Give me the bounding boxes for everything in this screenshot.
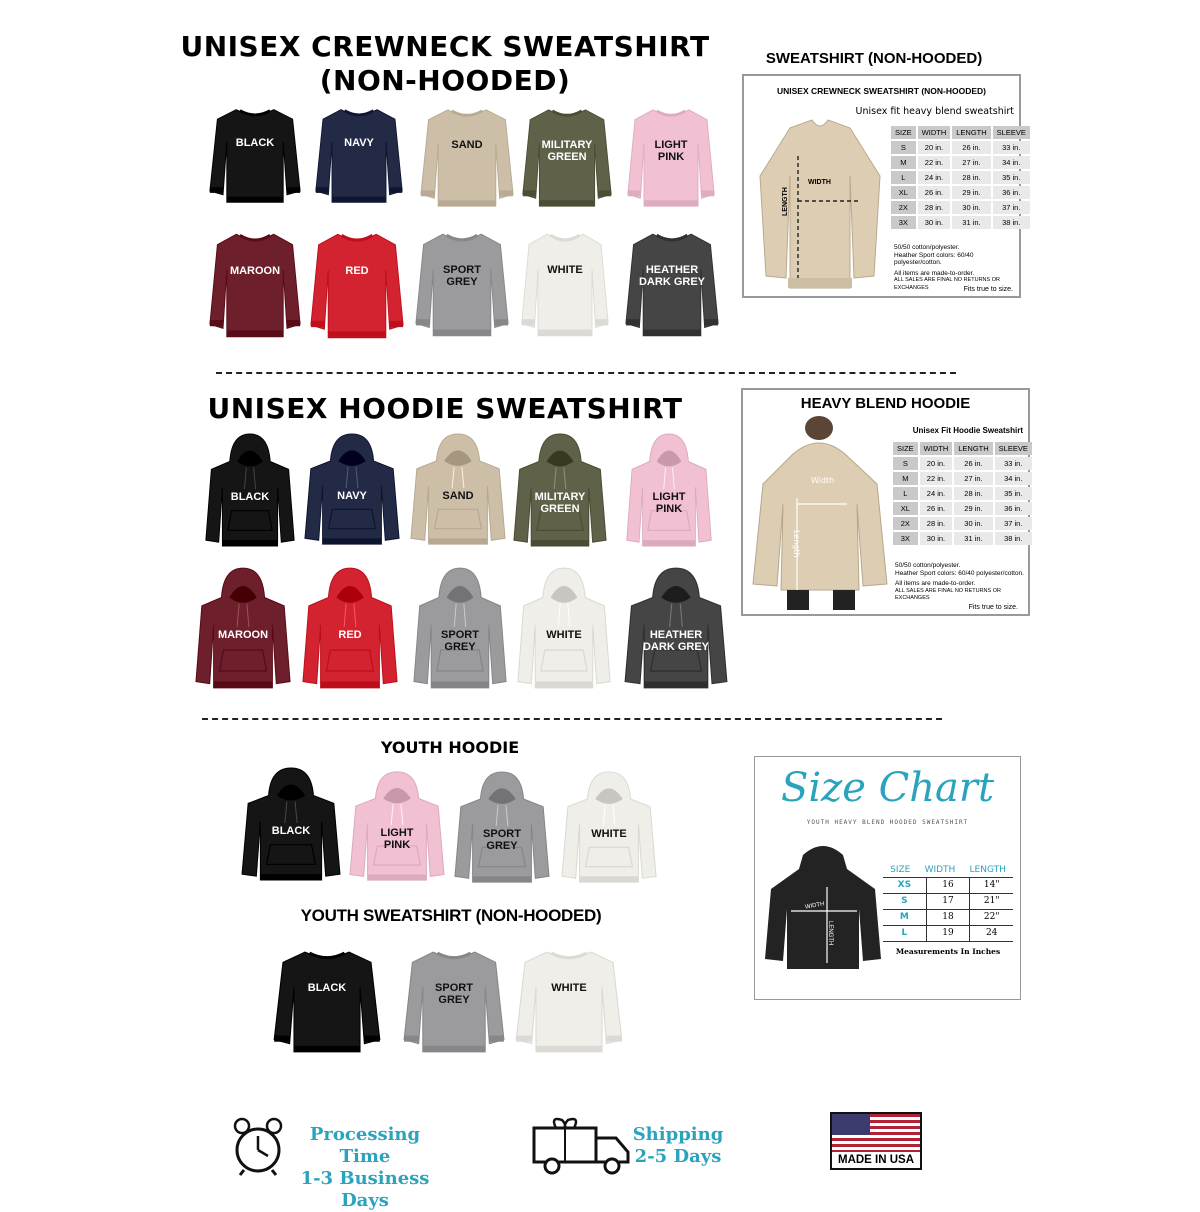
- size-table-cell: 37 in.: [995, 517, 1032, 530]
- size-table-cell: 35 in.: [993, 171, 1030, 184]
- crewneck-swatch-navy: [314, 104, 404, 208]
- size-table-cell: 36 in.: [995, 502, 1032, 515]
- size-table-cell: L: [891, 171, 916, 184]
- youth-sweatshirt-swatch-white: [514, 946, 624, 1058]
- crewneck-swatch-red: [309, 228, 405, 344]
- crewneck-title: [150, 30, 740, 98]
- size-table-cell: M: [891, 156, 916, 169]
- hoodie-swatch-white: [516, 566, 612, 692]
- made-in-usa-badge: [830, 1112, 922, 1170]
- size-table-cell: 27 in.: [954, 472, 992, 485]
- hoodie-note-2: Heather Sport colors: 60/40 polyester/cotton.: [895, 569, 1024, 577]
- size-table-cell: S: [893, 457, 918, 470]
- sweatshirt-size-table: [889, 124, 1032, 231]
- size-table-cell: 2X: [891, 201, 916, 214]
- us-flag-icon: [832, 1114, 920, 1152]
- size-table-cell: S: [891, 141, 916, 154]
- crewneck-swatch-label: RED: [345, 265, 369, 277]
- crewneck-swatch-label: SPORT GREY: [443, 264, 481, 288]
- size-table-row: [893, 517, 1032, 530]
- hoodie-swatch-sand: [409, 432, 507, 548]
- size-table-cell: 29 in.: [954, 502, 992, 515]
- size-table-cell: 20 in.: [918, 141, 951, 154]
- youth-chart-note: Measurements In Inches: [895, 947, 1001, 956]
- hoodie-swatch-label: SAND: [442, 490, 474, 502]
- size-table-header: WIDTH: [920, 442, 953, 455]
- hoodie-swatch-label: WHITE: [546, 629, 582, 641]
- crewneck-swatch-sport-grey: [414, 228, 510, 342]
- size-table-row: [891, 141, 1030, 154]
- hoodie-swatch-label: BLACK: [230, 491, 270, 503]
- youth-table-row: [883, 926, 1013, 942]
- sweatshirt-size-chart: [742, 74, 1026, 298]
- youth-sweatshirt-swatch-sport-grey: [402, 946, 506, 1058]
- crewneck-swatch-label: BLACK: [235, 137, 275, 149]
- size-table-cell: 29 in.: [952, 186, 990, 199]
- size-table-cell: 28 in.: [918, 201, 951, 214]
- size-table-row: [891, 216, 1030, 229]
- youth-chart-subtitle: YOUTH HEAVY BLEND HOODED SWEATSHIRT: [806, 819, 969, 826]
- size-table-cell: 3X: [891, 216, 916, 229]
- hoodie-notes: [895, 562, 1030, 603]
- youth-hoodie-swatch-black: [240, 766, 342, 884]
- youth-length-label: LENGTH: [827, 921, 833, 946]
- processing-time: [282, 1124, 448, 1212]
- crewneck-swatch-label: SAND: [451, 139, 483, 151]
- youth-hoodie-swatch-sport-grey: [453, 770, 551, 886]
- section-divider-2: [202, 718, 942, 720]
- hoodie-swatch-label: HEATHER DARK GREY: [642, 629, 709, 653]
- sweatshirt-note-4: ALL SALES ARE FINAL NO RETURNS OR EXCHANGES: [894, 277, 1000, 291]
- alarm-clock-icon: [230, 1116, 286, 1176]
- youth-table-cell: 14": [969, 878, 1013, 893]
- youth-table-cell: 19: [926, 926, 970, 941]
- size-table-cell: 28 in.: [954, 487, 992, 500]
- sweatshirt-width-label: WIDTH: [808, 179, 831, 186]
- size-table-cell: 30 in.: [954, 517, 992, 530]
- crewneck-swatch-label: MILITARY GREEN: [541, 139, 593, 163]
- youth-table-row: [883, 894, 1013, 910]
- hoodie-swatch-maroon: [194, 566, 292, 692]
- hoodie-swatch-label: SPORT GREY: [441, 629, 479, 653]
- size-table-cell: 36 in.: [993, 186, 1030, 199]
- youth-chart-title: Size Chart: [780, 765, 995, 811]
- hoodie-swatch-label: NAVY: [337, 490, 367, 502]
- size-table-row: [893, 487, 1032, 500]
- size-table-cell: 24 in.: [920, 487, 953, 500]
- size-table-header: WIDTH: [918, 126, 951, 139]
- hoodie-swatch-label: RED: [338, 629, 362, 641]
- youth-table-cell: 16: [926, 878, 970, 893]
- hoodie-swatch-light-pink: [625, 432, 713, 550]
- size-table-cell: 35 in.: [995, 487, 1032, 500]
- youth-hoodie-swatch-label: LIGHT PINK: [380, 827, 414, 851]
- hoodie-swatch-sport-grey: [412, 566, 508, 692]
- size-table-cell: 37 in.: [993, 201, 1030, 214]
- crewneck-title-line1: UNISEX CREWNECK SWEATSHIRT: [180, 30, 710, 63]
- size-table-cell: XL: [891, 186, 916, 199]
- size-table-cell: 22 in.: [920, 472, 953, 485]
- sweatshirt-length-label: LENGTH: [782, 187, 789, 216]
- youth-sweatshirt-swatch-black: [272, 946, 382, 1058]
- size-table-row: [893, 472, 1032, 485]
- size-table-cell: M: [893, 472, 918, 485]
- youth-hoodie-swatch-label: BLACK: [271, 825, 311, 837]
- youth-size-table: [883, 865, 1013, 942]
- youth-table-cell: 18: [926, 910, 970, 925]
- size-table-cell: 31 in.: [954, 532, 992, 545]
- sweatshirt-notes: [894, 244, 1019, 292]
- size-table-cell: 38 in.: [993, 216, 1030, 229]
- processing-time-value: 1-3 Business Days: [300, 1168, 430, 1211]
- youth-table-cell: 24: [969, 926, 1013, 941]
- hoodie-length-label: Length: [792, 530, 801, 558]
- size-table-header: SLEEVE: [995, 442, 1032, 455]
- hoodie-swatch-military-green: [512, 432, 608, 550]
- size-table-cell: 34 in.: [995, 472, 1032, 485]
- hoodie-chart-subtitle: Unisex Fit Hoodie Sweatshirt: [912, 426, 1023, 435]
- sweatshirt-note-3: All items are made-to-order.: [894, 269, 975, 277]
- sweatshirt-photo: [750, 106, 890, 296]
- youth-hoodie-swatch-white: [560, 770, 658, 886]
- youth-table-row: [883, 878, 1013, 894]
- hoodie-chart-heading: HEAVY BLEND HOODIE: [800, 395, 971, 412]
- size-table-row: [891, 201, 1030, 214]
- youth-hoodie-title: YOUTH HOODIE: [380, 738, 520, 757]
- sweatshirt-fit-note: Fits true to size.: [963, 286, 1013, 293]
- youth-table-header: LENGTH: [969, 865, 1006, 875]
- youth-table-row: [883, 910, 1013, 926]
- delivery-truck-icon: [528, 1114, 634, 1176]
- size-table-cell: 28 in.: [952, 171, 990, 184]
- hoodie-note-1: 50/50 cotton/polyester.: [895, 562, 961, 569]
- youth-hoodie-swatch-label: SPORT GREY: [483, 828, 521, 852]
- youth-sweatshirt-swatch-label: WHITE: [551, 982, 587, 994]
- youth-table-cell: M: [899, 912, 909, 922]
- youth-table-cell: 21": [969, 894, 1013, 909]
- size-table-cell: 28 in.: [920, 517, 953, 530]
- size-table-header: LENGTH: [952, 126, 990, 139]
- size-table-cell: 27 in.: [952, 156, 990, 169]
- youth-sweatshirt-swatch-label: SPORT GREY: [435, 982, 473, 1006]
- crewneck-swatch-label: NAVY: [344, 137, 374, 149]
- size-table-header: LENGTH: [954, 442, 992, 455]
- size-table-cell: 22 in.: [918, 156, 951, 169]
- youth-hoodie-swatch-light-pink: [348, 770, 446, 884]
- size-table-row: [891, 186, 1030, 199]
- size-table-row: [893, 502, 1032, 515]
- youth-size-chart: [754, 756, 1021, 1000]
- hoodie-swatch-label: MILITARY GREEN: [534, 491, 586, 515]
- size-table-cell: 26 in.: [918, 186, 951, 199]
- size-table-cell: 30 in.: [918, 216, 951, 229]
- size-table-row: [891, 171, 1030, 184]
- size-table-header: SLEEVE: [993, 126, 1030, 139]
- crewneck-swatch-military-green: [521, 104, 613, 212]
- youth-table-header: WIDTH: [924, 865, 956, 875]
- size-table-cell: 26 in.: [952, 141, 990, 154]
- hoodie-note-4: ALL SALES ARE FINAL NO RETURNS OR EXCHANGES: [895, 587, 1001, 601]
- hoodie-width-label: Width: [811, 476, 835, 485]
- crewneck-swatch-label: MAROON: [229, 265, 281, 277]
- hoodie-size-table: [891, 440, 1034, 547]
- shipping-time-value: 2-5 Days: [634, 1146, 722, 1167]
- size-table-cell: 34 in.: [993, 156, 1030, 169]
- crewneck-swatch-label: HEATHER DARK GREY: [638, 264, 705, 288]
- youth-chart-photo: [759, 839, 889, 979]
- size-table-row: [893, 532, 1032, 545]
- hoodie-swatch-red: [301, 566, 399, 692]
- size-table-cell: 33 in.: [993, 141, 1030, 154]
- youth-table-cell: XS: [897, 880, 912, 890]
- size-table-cell: 2X: [893, 517, 918, 530]
- hoodie-swatch-label: MAROON: [217, 629, 269, 641]
- youth-table-cell: L: [901, 928, 908, 938]
- size-table-cell: 38 in.: [995, 532, 1032, 545]
- size-table-cell: 26 in.: [920, 502, 953, 515]
- size-table-cell: 30 in.: [952, 201, 990, 214]
- crewneck-swatch-white: [520, 228, 610, 342]
- sweatshirt-note-1: 50/50 cotton/polyester.: [894, 244, 960, 251]
- size-table-cell: 24 in.: [918, 171, 951, 184]
- hoodie-swatch-navy: [303, 432, 401, 548]
- size-table-cell: 20 in.: [920, 457, 953, 470]
- crewneck-swatch-label: WHITE: [547, 264, 583, 276]
- size-table-header: SIZE: [893, 442, 918, 455]
- crewneck-title-line2: (NON-HOODED): [319, 64, 571, 97]
- youth-table-header: SIZE: [890, 865, 911, 875]
- sweatshirt-chart-title: UNISEX CREWNECK SWEATSHIRT (NON-HOODED): [776, 86, 987, 96]
- size-table-cell: 26 in.: [954, 457, 992, 470]
- sweatshirt-chart-heading: SWEATSHIRT (NON-HOODED): [765, 50, 983, 67]
- size-table-cell: 33 in.: [995, 457, 1032, 470]
- hoodie-swatch-label: LIGHT PINK: [652, 491, 686, 515]
- crewneck-swatch-light-pink: [626, 104, 716, 212]
- shipping-time: [628, 1124, 728, 1168]
- size-table-header: SIZE: [891, 126, 916, 139]
- size-table-row: [893, 457, 1032, 470]
- hoodie-swatch-black: [204, 432, 296, 550]
- sweatshirt-chart-subtitle: Unisex fit heavy blend sweatshirt: [855, 106, 1014, 117]
- section-divider-1: [216, 372, 956, 374]
- youth-table-cell: S: [901, 896, 908, 906]
- youth-sweatshirt-title: YOUTH SWEATSHIRT (NON-HOODED): [300, 906, 602, 925]
- size-table-cell: 31 in.: [952, 216, 990, 229]
- made-in-usa-text: MADE IN USA: [837, 1154, 915, 1166]
- youth-table-cell: 17: [926, 894, 970, 909]
- hoodie-photo: [747, 414, 897, 614]
- size-table-cell: 3X: [893, 532, 918, 545]
- crewneck-swatch-black: [208, 104, 302, 208]
- youth-width-label: WIDTH: [804, 901, 826, 911]
- hoodie-size-chart: [741, 388, 1030, 616]
- hoodie-note-3: All items are made-to-order.: [895, 580, 976, 587]
- crewneck-swatch-heather-dark-grey: [624, 228, 720, 342]
- size-table-cell: L: [893, 487, 918, 500]
- youth-hoodie-swatch-label: WHITE: [591, 828, 627, 840]
- hoodie-swatch-heather-dark-grey: [623, 566, 729, 692]
- crewneck-swatch-sand: [419, 104, 515, 212]
- crewneck-swatch-maroon: [208, 228, 302, 343]
- size-table-cell: XL: [893, 502, 918, 515]
- sweatshirt-note-2: Heather Sport colors: 60/40 polyester/cotton.: [894, 251, 974, 266]
- youth-sweatshirt-swatch-label: BLACK: [307, 982, 347, 994]
- size-table-row: [891, 156, 1030, 169]
- hoodie-fit-note: Fits true to size.: [968, 604, 1018, 611]
- youth-table-cell: 22": [969, 910, 1013, 925]
- crewneck-swatch-label: LIGHT PINK: [654, 139, 688, 163]
- hoodie-title: UNISEX HOODIE SWEATSHIRT: [207, 392, 683, 425]
- size-table-cell: 30 in.: [920, 532, 953, 545]
- shipping-time-label: Shipping: [632, 1124, 724, 1145]
- processing-time-label: Processing Time: [309, 1124, 421, 1167]
